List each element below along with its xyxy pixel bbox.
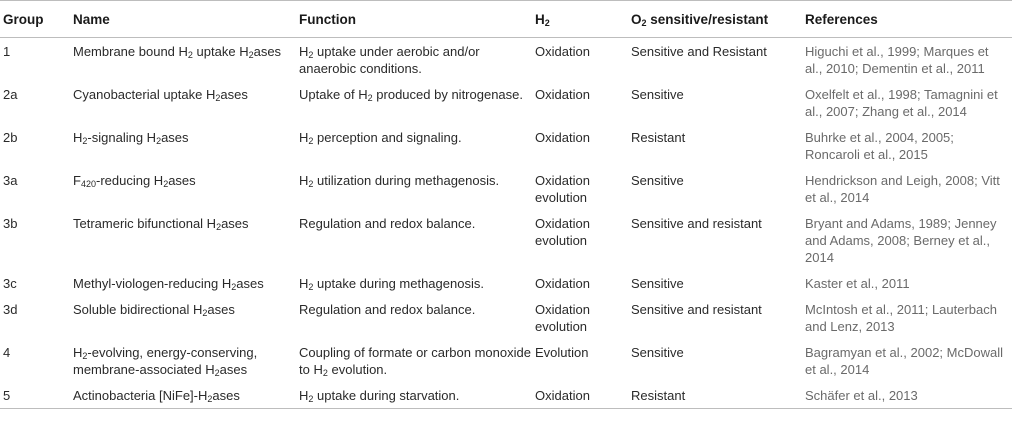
- header-function: Function: [299, 1, 535, 38]
- cell-name: $H_2$-evolving, energy-conserving, membrane-associated $H_2ases$: [73, 345, 258, 378]
- table-body: [0, 38, 1012, 409]
- cell-name: $F_{420}$-reducing $H_2ases$: [73, 173, 196, 189]
- cell-name: Tetrameric bifunctional $H_2ases$: [73, 216, 249, 232]
- cell-references: Hendrickson and Leigh, 2008; Vitt et al., 2014: [805, 173, 1000, 205]
- cell-function: $H_2$ uptake during methagenosis.: [299, 276, 484, 292]
- cell-group: 3a: [3, 173, 18, 188]
- cell-references: Buhrke et al., 2004, 2005; Roncaroli et al., 2015: [805, 130, 954, 162]
- cell-h2: Evolution: [535, 345, 589, 360]
- cell-function: $H_2$ uptake during starvation.: [299, 382, 535, 409]
- cell-references: Higuchi et al., 1999; Marques et al., 2010; Dementin et al., 2011: [805, 44, 989, 76]
- table-row: [0, 339, 1012, 382]
- cell-group: 2a: [3, 87, 18, 102]
- cell-h2: Oxidation: [535, 87, 590, 102]
- table-row: [0, 38, 1012, 82]
- cell-o2: Sensitive and resistant: [631, 302, 762, 317]
- cell-group: 1: [3, 44, 11, 59]
- cell-name: Membrane bound $H_2$ uptake $H_2ases$: [73, 44, 282, 60]
- cell-group: 3b: [3, 216, 18, 231]
- cell-h2: Oxidation evolution: [535, 216, 590, 248]
- cell-h2: Oxidation: [535, 382, 631, 409]
- cell-references: Oxelfelt et al., 1998; Tamagnini et al., 2007; Zhang et al., 2014: [805, 87, 998, 119]
- table-row: [0, 81, 1012, 124]
- table-row: [0, 270, 1012, 296]
- table-row: [0, 210, 1012, 270]
- cell-o2: Sensitive: [631, 276, 684, 291]
- cell-group: 5: [0, 382, 73, 409]
- cell-group: 3c: [3, 276, 17, 291]
- cell-function: $H_2$ perception and signaling.: [299, 130, 462, 146]
- cell-h2: Oxidation: [535, 44, 590, 59]
- cell-o2: Sensitive and Resistant: [631, 44, 767, 59]
- cell-references: McIntosh et al., 2011; Lauterbach and Lenz, 2013: [805, 302, 997, 334]
- cell-name: Soluble bidirectional $H_2ases$: [73, 302, 235, 318]
- table-row: [0, 167, 1012, 210]
- cell-name: Methyl-viologen-reducing $H_2ases$: [73, 276, 264, 292]
- cell-function: Regulation and redox balance.: [299, 302, 476, 317]
- cell-references: Bryant and Adams, 1989; Jenney and Adams, 2008; Berney et al., 2014: [805, 216, 997, 265]
- cell-name: Cyanobacterial uptake $H_2ases$: [73, 87, 248, 103]
- cell-function: $H_2$ uptake under aerobic and/or anaerobic conditions.: [299, 44, 480, 76]
- cell-o2: Sensitive: [631, 173, 684, 188]
- cell-o2: Resistant: [631, 130, 686, 145]
- cell-o2: Sensitive: [631, 345, 684, 360]
- header-o2: $O_2$ sensitive/resistant: [631, 1, 805, 38]
- header-row: [0, 1, 1012, 38]
- cell-h2: Oxidation evolution: [535, 302, 590, 334]
- cell-h2: Oxidation: [535, 276, 590, 291]
- header-name: Name: [73, 1, 299, 38]
- cell-references: Bagramyan et al., 2002; McDowall et al., 2014: [805, 345, 1003, 377]
- cell-function: Coupling of formate or carbon monoxide to $H_2$ evolution.: [299, 345, 531, 378]
- cell-references: Schäfer et al., 2013: [805, 382, 1012, 409]
- cell-name: $H_2$-signaling $H_2ases$: [73, 130, 189, 146]
- cell-function: Uptake of $H_2$ produced by nitrogenase.: [299, 87, 523, 103]
- cell-references: Kaster et al., 2011: [805, 276, 910, 291]
- cell-function: $H_2$ utilization during methagenosis.: [299, 173, 500, 189]
- cell-group: 4: [3, 345, 11, 360]
- cell-h2: Oxidation: [535, 130, 590, 145]
- cell-function: Regulation and redox balance.: [299, 216, 476, 231]
- cell-group: 3d: [3, 302, 18, 317]
- table-row: [0, 382, 1012, 409]
- cell-o2: Sensitive and resistant: [631, 216, 762, 231]
- table-row: [0, 124, 1012, 167]
- cell-o2: Resistant: [631, 382, 805, 409]
- cell-name: Actinobacteria $[NiFe]-H_2ases$: [73, 382, 299, 409]
- header-h2: $H_2$: [535, 1, 631, 38]
- cell-h2: Oxidation evolution: [535, 173, 590, 205]
- table-row: [0, 296, 1012, 339]
- cell-o2: Sensitive: [631, 87, 684, 102]
- header-group: Group: [0, 1, 73, 38]
- header-references: References: [805, 1, 1012, 38]
- cell-group: 2b: [3, 130, 18, 145]
